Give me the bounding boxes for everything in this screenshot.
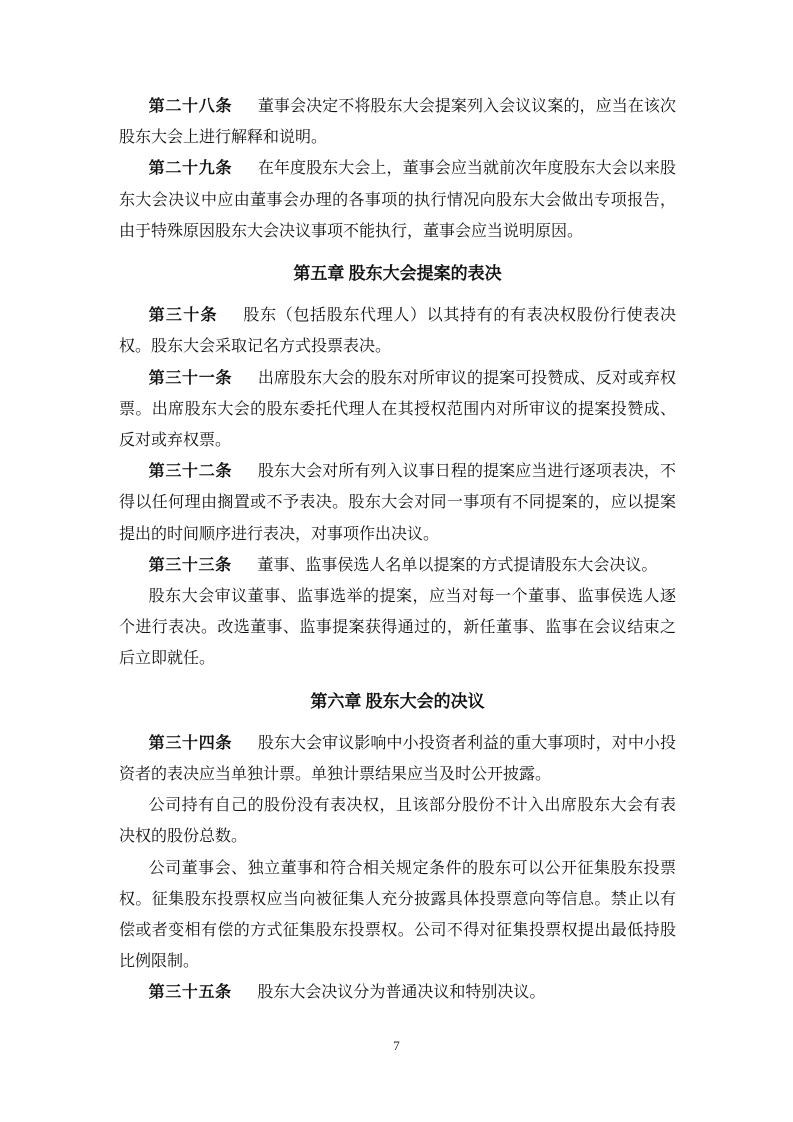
document-body: [119, 91, 676, 1009]
chapter-6-heading: 第六章 股东大会的决议: [310, 691, 485, 711]
paragraph-proxy-solicitation: [119, 853, 676, 978]
article-29-number: 第二十九条: [148, 160, 233, 178]
article-34: [119, 728, 676, 790]
article-33-number: 第三十三条: [148, 556, 232, 574]
article-29: [119, 153, 676, 247]
article-35: [119, 977, 676, 1008]
article-28: [119, 91, 676, 153]
article-32-number: 第三十二条: [148, 463, 233, 481]
paragraph-own-shares: [119, 790, 676, 852]
paragraph-proxy-solicitation-text: 公司董事会、独立董事和符合相关规定条件的股东可以公开征集股东投票权。征集股东投票权应当向被征集人充分披露具体投票意向等信息。禁止以有偿或者变相有偿的方式征集股东投票权。公司不得对征集投票权提出最低持股比例限制。: [119, 859, 676, 971]
article-32-text: 股东大会对所有列入议事日程的提案应当进行逐项表决，不得以任何理由搁置或不予表决。股东大会对同一事项有不同提案的，应以提案提出的时间顺序进行表决，对事项作出决议。: [119, 463, 676, 543]
article-35-number: 第三十五条: [148, 984, 232, 1002]
article-30: [119, 300, 676, 362]
article-28-text: 董事会决定不将股东大会提案列入会议议案的，应当在该次股东大会上进行解释和说明。: [119, 98, 676, 147]
article-31-number: 第三十一条: [148, 369, 233, 387]
article-34-number: 第三十四条: [148, 734, 233, 752]
article-32: [119, 456, 676, 550]
article-31: [119, 363, 676, 457]
article-30-number: 第三十条: [148, 307, 218, 325]
article-33: [119, 550, 676, 581]
paragraph-election-voting: [119, 581, 676, 675]
chapter-5-heading: 第五章 股东大会提案的表决: [293, 264, 502, 284]
article-29-text: 在年度股东大会上，董事会应当就前次年度股东大会以来股东大会决议中应由董事会办理的各事项的执行情况向股东大会做出专项报告，由于特殊原因股东大会决议事项不能执行，董事会应当说明原因。: [119, 160, 676, 240]
article-28-number: 第二十八条: [148, 98, 233, 115]
paragraph-own-shares-text: 公司持有自己的股份没有表决权，且该部分股份不计入出席股东大会有表决权的股份总数。: [119, 797, 676, 846]
article-31-text: 出席股东大会的股东对所审议的提案可投赞成、反对或弃权票。出席股东大会的股东委托代理人在其授权范围内对所审议的提案投赞成、反对或弃权票。: [119, 369, 676, 450]
article-35-text: 股东大会决议分为普通决议和特别决议。: [257, 984, 546, 1002]
page-number: 7: [393, 1038, 400, 1053]
article-34-text: 股东大会审议影响中小投资者利益的重大事项时，对中小投资者的表决应当单独计票。单独计票结果应当及时公开披露。: [119, 734, 676, 784]
paragraph-election-voting-text: 股东大会审议董事、监事选举的提案，应当对每一个董事、监事侯选人逐个进行表决。改选董事、监事提案获得通过的，新任董事、监事在会议结束之后立即就任。: [119, 588, 676, 668]
article-30-text: 股东（包括股东代理人）以其持有的有表决权股份行使表决权。股东大会采取记名方式投票表决。: [119, 307, 676, 356]
page-footer: [0, 1038, 793, 1054]
article-33-text: 董事、监事侯选人名单以提案的方式提请股东大会决议。: [257, 556, 658, 574]
